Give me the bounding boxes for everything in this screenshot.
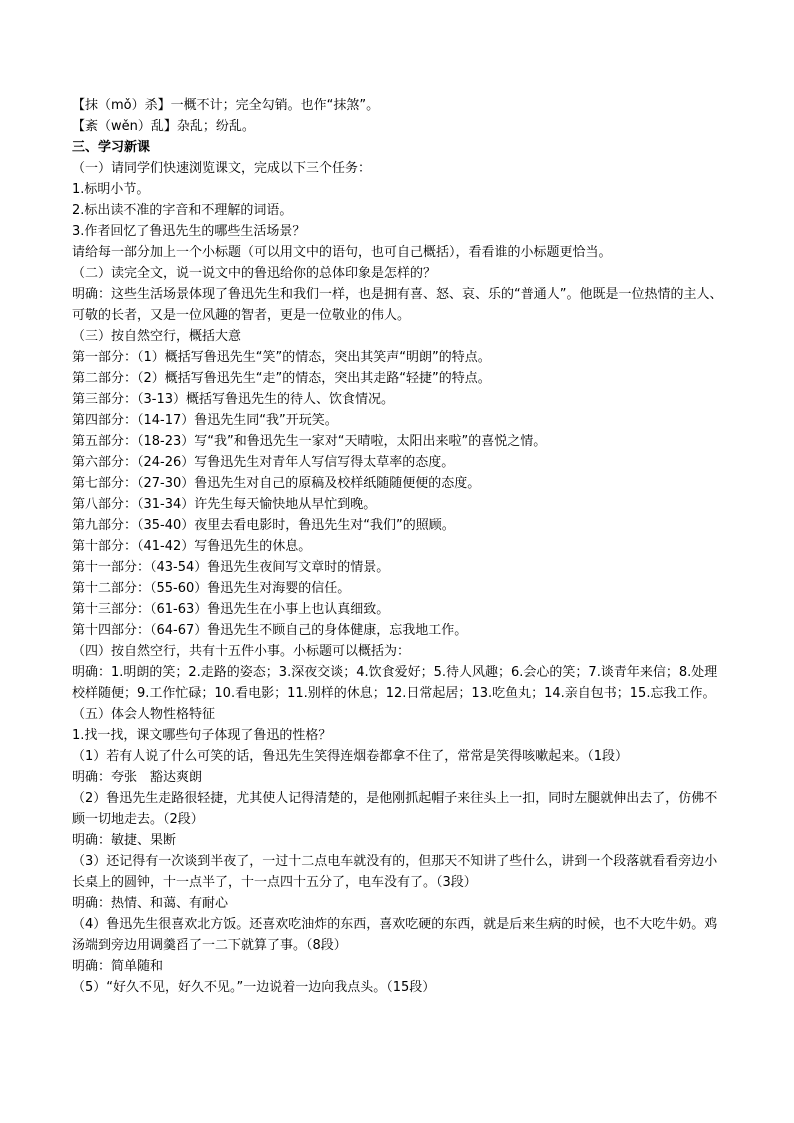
task-item-2: 2.标出读不准的字音和不理解的词语。 — [72, 203, 293, 218]
part-8: 第八部分：（31-34）许先生每天愉快地从早忙到晚。 — [72, 497, 377, 512]
vocab-wenluan: 【紊（wěn）乱】杂乱；纷乱。 — [72, 119, 255, 134]
part-9: 第九部分：（35-40）夜里去看电影时，鲁迅先生对“我们”的照顾。 — [72, 518, 455, 533]
question-3: （三）按自然空行，概括大意 — [72, 329, 242, 344]
question-4: （四）按自然空行，共有十五件小事。小标题可以概括为： — [72, 644, 411, 659]
part-6: 第六部分：（24-26）写鲁迅先生对青年人写信写得太草率的态度。 — [72, 455, 455, 470]
quote-4: （4）鲁迅先生很喜欢北方饭。还喜欢吃油炸的东西，喜欢吃硬的东西，就是后来生病的时候，也不大吃牛奶。鸡汤端到旁边用调羹舀了一二下就算了事。（8段） — [72, 917, 718, 953]
task-intro: （一）请同学们快速浏览课文，完成以下三个任务： — [72, 161, 372, 176]
quote-3: （3）还记得有一次谈到半夜了，一过十二点电车就没有的，但那天不知讲了些什么，讲到一个段落就看看旁边小长桌上的圆钟，十一点半了，十一点四十五分了，电车没有了。（3段） — [72, 854, 718, 890]
part-11: 第十一部分：（43-54）鲁迅先生夜间写文章时的情景。 — [72, 560, 390, 575]
part-13: 第十三部分：（61-63）鲁迅先生在小事上也认真细致。 — [72, 602, 390, 617]
part-2: 第二部分：（2）概括写鲁迅先生“走”的情态，突出其走路“轻捷”的特点。 — [72, 371, 491, 386]
answer-4: 明确：1.明朗的笑；2.走路的姿态；3.深夜交谈；4.饮食爱好；5.待人风趣；6.会心的笑；7.谈青年来信；8.处理校样随便；9.工作忙碌；10.看电影；11.别样的休息；12.日常起居；13.吃鱼丸；14.亲自包书；15.忘我工作。 — [72, 665, 718, 701]
part-10: 第十部分：（41-42）写鲁迅先生的休息。 — [72, 539, 312, 554]
part-3: 第三部分：（3-13）概括写鲁迅先生的待人、饮食情况。 — [72, 392, 395, 407]
quote-5: （5）“好久不见，好久不见。”一边说着一边向我点头。（15段） — [72, 980, 436, 995]
part-5: 第五部分：（18-23）写“我”和鲁迅先生一家对“天晴啦，太阳出来啦”的喜悦之情。 — [72, 434, 547, 449]
vocab-moshan: 【抹（mǒ）杀】一概不计；完全勾销。也作“抹煞”。 — [72, 98, 380, 113]
question-5: （五）体会人物性格特征 — [72, 707, 216, 722]
part-4: 第四部分：（14-17）鲁迅先生同“我”开玩笑。 — [72, 413, 338, 428]
part-12: 第十二部分：（55-60）鲁迅先生对海婴的信任。 — [72, 581, 351, 596]
question-2: （二）读完全文，说一说文中的鲁迅给你的总体印象是怎样的？ — [72, 266, 437, 281]
task-instruction: 请给每一部分加上一个小标题（可以用文中的语句，也可自己概括），看看谁的小标题更恰当。 — [72, 245, 612, 260]
section-heading: 三、学习新课 — [72, 140, 151, 155]
quote-1: （1）若有人说了什么可笑的话，鲁迅先生笑得连烟卷都拿不住了，常常是笑得咳嗽起来。（1段） — [72, 749, 629, 764]
part-1: 第一部分：（1）概括写鲁迅先生“笑”的情态，突出其笑声“明朗”的特点。 — [72, 350, 491, 365]
answer-2: 明确：这些生活场景体现了鲁迅先生和我们一样，也是拥有喜、怒、哀、乐的“普通人”。他既是一位热情的主人、可敬的长者，又是一位风趣的智者，更是一位敬业的伟人。 — [72, 287, 723, 323]
document-body — [72, 95, 727, 998]
answer-quote-4: 明确：简单随和 — [72, 959, 164, 974]
question-5-1: 1.找一找，课文哪些句子体现了鲁迅的性格？ — [72, 728, 332, 743]
answer-quote-3: 明确：热情、和蔼、有耐心 — [72, 896, 229, 911]
quote-2: （2）鲁迅先生走路很轻捷，尤其使人记得清楚的，是他刚抓起帽子来往头上一扣，同时左腿就伸出去了，仿佛不顾一切地走去。（2段） — [72, 791, 718, 827]
answer-quote-2: 明确：敏捷、果断 — [72, 833, 177, 848]
part-14: 第十四部分：（64-67）鲁迅先生不顾自己的身体健康，忘我地工作。 — [72, 623, 468, 638]
answer-quote-1: 明确：夸张 豁达爽朗 — [72, 770, 203, 785]
task-item-3: 3.作者回忆了鲁迅先生的哪些生活场景？ — [72, 224, 306, 239]
task-item-1: 1.标明小节。 — [72, 182, 150, 197]
part-7: 第七部分：（27-30）鲁迅先生对自己的原稿及校样纸随随便便的态度。 — [72, 476, 481, 491]
